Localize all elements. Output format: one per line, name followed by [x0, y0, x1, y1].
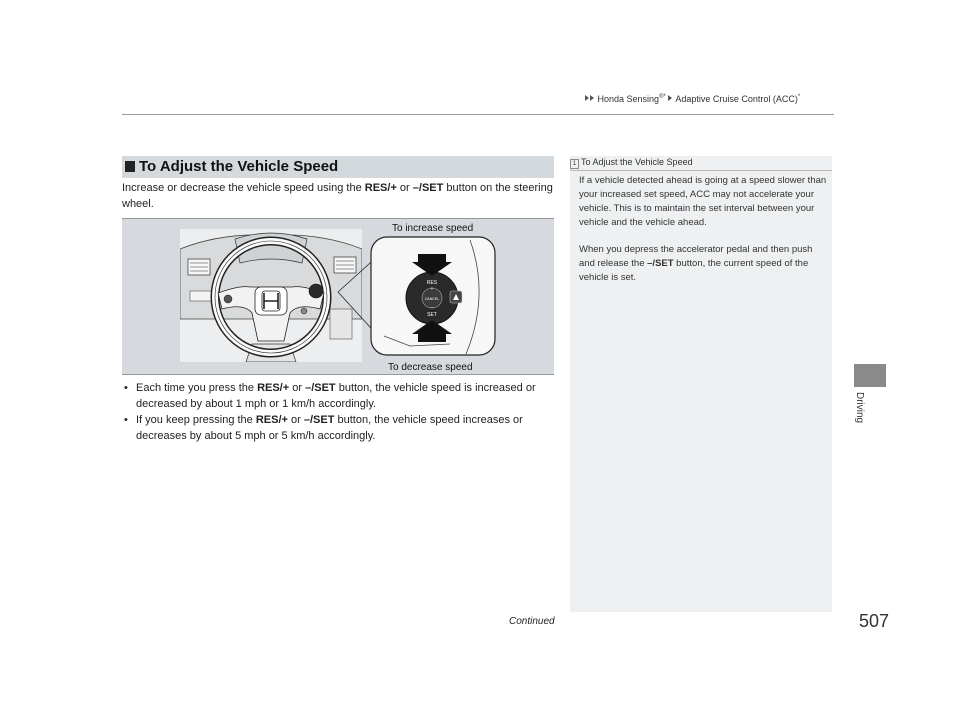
btn-cancel-text: CANCEL [424, 297, 440, 301]
chapter-tab-label-wrapper [851, 392, 867, 442]
page-number: 507 [859, 611, 890, 631]
minus-set-label: –/SET [303, 414, 335, 426]
breadcrumb-sup: * [797, 94, 801, 100]
intro-text: or [396, 182, 413, 194]
note-divider [570, 170, 832, 171]
bullet-item [122, 412, 562, 444]
chapter-tab[interactable] [854, 364, 886, 387]
res-plus-label: RES/+ [257, 382, 290, 394]
breadcrumb-sup: ®* [659, 94, 666, 100]
note-paragraph-2 [579, 243, 829, 285]
intro-text: Increase or decrease the vehicle speed using the [122, 182, 365, 194]
bullet-text: Each time you press the [136, 382, 258, 394]
note-title [570, 157, 693, 169]
breadcrumb-item-honda-sensing[interactable]: Honda Sensing [597, 94, 660, 104]
header-divider [122, 114, 834, 115]
bullet-text: If you keep pressing the [136, 414, 256, 426]
note-text: button, the current speed of the vehicle is set. [579, 258, 809, 283]
bullet-text: button, the vehicle speed increases or decreases by about 5 mph or 5 km/h accordingly. [136, 414, 523, 442]
note-text: When you depress the accelerator pedal and then push and release the [579, 244, 813, 269]
breadcrumb-arrow-icon [668, 95, 672, 101]
bullet-text: or [289, 382, 306, 394]
minus-set-label: –/SET [305, 382, 336, 394]
btn-set-text: SET [427, 312, 437, 318]
label-decrease-speed: To decrease speed [388, 362, 473, 373]
bullet-text: button, the vehicle speed is increased or decreased by about 1 mph or 1 km/h accordingly. [136, 382, 536, 410]
res-plus-label: RES/+ [364, 182, 397, 194]
bullet-dot-icon: • [124, 382, 128, 394]
btn-res-text: RES [426, 280, 438, 286]
figure-bottom-rule [122, 374, 554, 375]
intro-paragraph [122, 180, 554, 212]
minus-set-label: –/SET [412, 182, 444, 194]
section-heading-text: To Adjust the Vehicle Speed [139, 158, 339, 175]
bullet-item [122, 380, 562, 412]
label-increase-speed: To increase speed [392, 223, 474, 234]
intro-text: button on the steering wheel. [122, 182, 553, 210]
section-marker-icon [125, 161, 135, 172]
figure-top-rule [122, 218, 554, 219]
btn-plus-text: + [430, 286, 434, 292]
btn-minus-text: – [430, 305, 434, 311]
note-ref-icon: 1 [570, 159, 579, 169]
breadcrumb-arrow-icon [590, 95, 594, 101]
breadcrumb-item-acc[interactable]: Adaptive Cruise Control (ACC) [675, 94, 798, 104]
minus-set-label: –/SET [647, 258, 674, 269]
res-plus-label: RES/+ [255, 414, 288, 426]
note-paragraph-1: If a vehicle detected ahead is going at a speed slower than your increased set speed, ACC may not accelerate your vehicle. This is to maintain the set interval between your vehicle and the vehicle ahead. [579, 175, 827, 228]
continued-label: Continued [509, 616, 555, 627]
section-heading [122, 156, 554, 178]
bullet-dot-icon: • [124, 414, 128, 426]
chapter-tab-label: Driving [854, 392, 865, 424]
breadcrumb-arrow-icon [585, 95, 589, 101]
button-zoom-callout [370, 236, 496, 356]
note-title-text: To Adjust the Vehicle Speed [581, 157, 693, 167]
bullet-text: or [287, 414, 304, 426]
breadcrumb [585, 94, 800, 104]
